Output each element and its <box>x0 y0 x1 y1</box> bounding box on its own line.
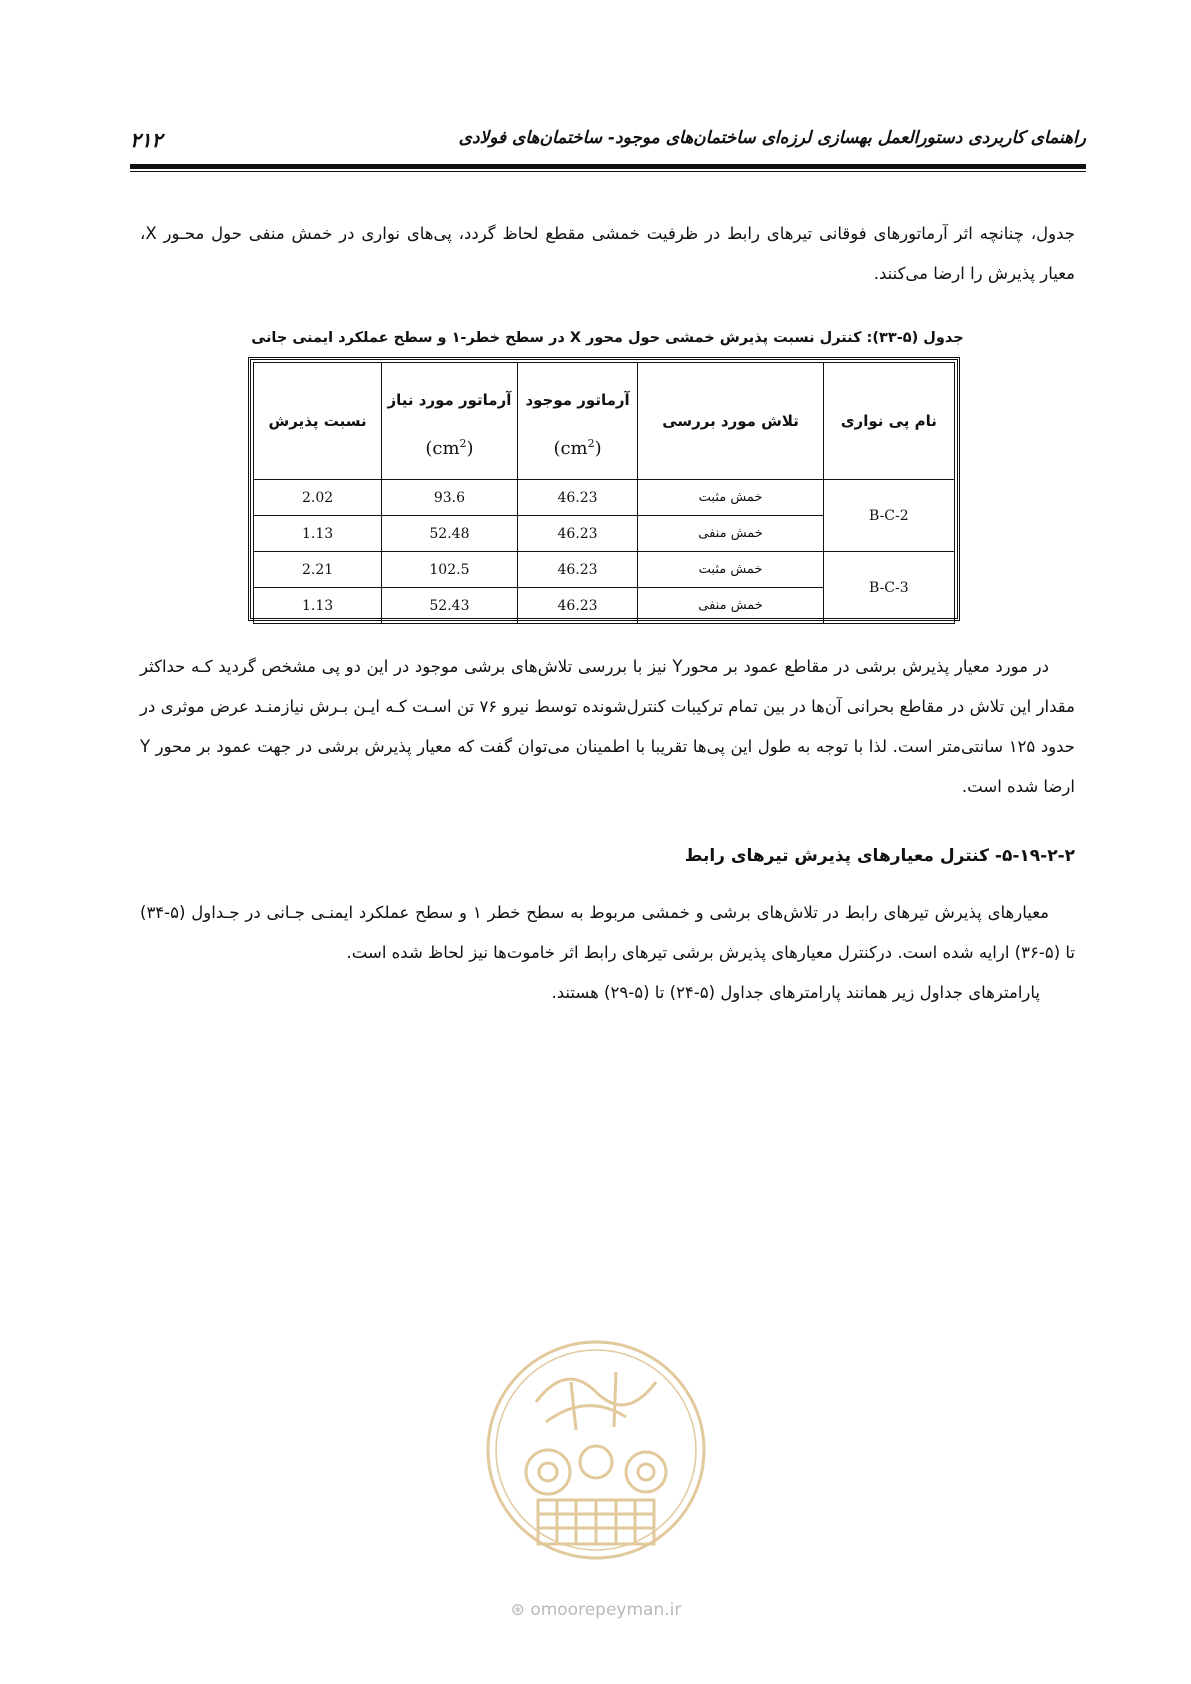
cell-action: خمش مثبت <box>638 552 823 588</box>
shear-paragraph <box>140 647 1075 807</box>
watermark-url: ⊛ omoorepeyman.ir <box>510 1600 682 1620</box>
cell-existing: 46.23 <box>517 516 638 552</box>
header-existing: آرماتور موجود $(cm^2)$ <box>517 363 638 480</box>
cell-name: 3-B-C <box>823 552 954 624</box>
header-action: تلاش مورد بررسی <box>638 363 823 480</box>
cell-required: 52.43 <box>382 588 518 624</box>
section-paragraph-1-text: معیارهای پذیرش تیرهای رابط در تلاش‌های برشی و خمشی مربوط به سطح خطر ۱ و سطح عملکرد ایمنـی جـانی در جـداول (۵-۳۴) تا (۵-۳۶) ارایه شده است. درکنترل معیارهای پذیرش برشی تیرهای رابط اثر خاموت‌ها نیز لحاظ شده است. <box>140 903 1075 962</box>
header-rule-thick <box>130 164 1086 169</box>
cell-required: 93.6 <box>382 480 518 516</box>
table-row <box>254 552 955 588</box>
section-paragraph-2-text: پارامترهای جداول زیر همانند پارامترهای جداول (۵-۲۴) تا (۵-۲۹) هستند. <box>551 983 1040 1002</box>
page-header <box>130 128 1086 158</box>
cell-action: خمش منفی <box>638 516 823 552</box>
page-number: ۲۱۲ <box>130 128 163 152</box>
header-ratio: نسبت پذیرش <box>254 363 382 480</box>
header-required: آرماتور مورد نیاز $(cm^2)$ <box>382 363 518 480</box>
section-paragraph-2 <box>140 973 1040 1013</box>
cell-action: خمش منفی <box>638 588 823 624</box>
section-paragraph-1 <box>140 893 1075 973</box>
unit-label: $(cm^2)$ <box>553 437 602 459</box>
cell-name: 2-B-C <box>823 480 954 552</box>
cell-ratio: 1.13 <box>254 588 382 624</box>
table-header-row <box>254 363 955 480</box>
cell-existing: 46.23 <box>517 588 638 624</box>
unit-label: $(cm^2)$ <box>425 437 474 459</box>
cell-action: خمش مثبت <box>638 480 823 516</box>
cell-ratio: 1.13 <box>254 516 382 552</box>
intro-paragraph: جدول، چنانچه اثر آرماتورهای فوقانی تیرهای رابط در ظرفیت خمشی مقطع لحاظ گردد، پی‌های نواری در خمش منفی حول محـور X، معیار پذیرش را ارضا می‌کنند. <box>140 224 1075 283</box>
acceptance-table <box>248 357 960 621</box>
table-row <box>254 480 955 516</box>
cell-ratio: 2.02 <box>254 480 382 516</box>
section-heading: ۵-۱۹-۲-۲- کنترل معیارهای پذیرش تیرهای رابط <box>684 846 1075 866</box>
cell-existing: 46.23 <box>517 552 638 588</box>
cell-ratio: 2.21 <box>254 552 382 588</box>
header-rule-thin <box>130 171 1086 172</box>
cell-required: 52.48 <box>382 516 518 552</box>
header-name: نام پی نواری <box>823 363 954 480</box>
watermark-seal-logo <box>476 1322 716 1592</box>
cell-required: 102.5 <box>382 552 518 588</box>
cell-existing: 46.23 <box>517 480 638 516</box>
shear-paragraph-text: در مورد معیار پذیرش برشی در مقاطع عمود بر محورY نیز با بررسی تلاش‌های برشی موجود در این دو پی مشخص گردید کـه حداکثر مقدار این تلاش در مقاطع بحرانی آن‌ها در بین تمام ترکیبات کنترل‌شونده توسط نیرو ۷۶ تن اسـت کـه ایـن بـرش نیازمنـد عرض موثری در حدود ۱۲۵ سانتی‌متر است. لذا با توجه به طول این پی‌ها تقریبا با اطمینان می‌توان گفت که معیار پذیرش برشی در جهت عمود بر محور Y ارضا شده است. <box>140 657 1076 796</box>
running-title: راهنمای کاربردی دستورالعمل بهسازی لرزه‌ای ساختمان‌های موجود- ساختمان‌های فولادی <box>458 128 1086 148</box>
table-caption: جدول (۵-۳۳): کنترل نسبت پذیرش خمشی حول محور X در سطح خطر-۱ و سطح عملکرد ایمنی جانی <box>251 330 964 346</box>
acceptance-table-grid <box>253 362 955 624</box>
